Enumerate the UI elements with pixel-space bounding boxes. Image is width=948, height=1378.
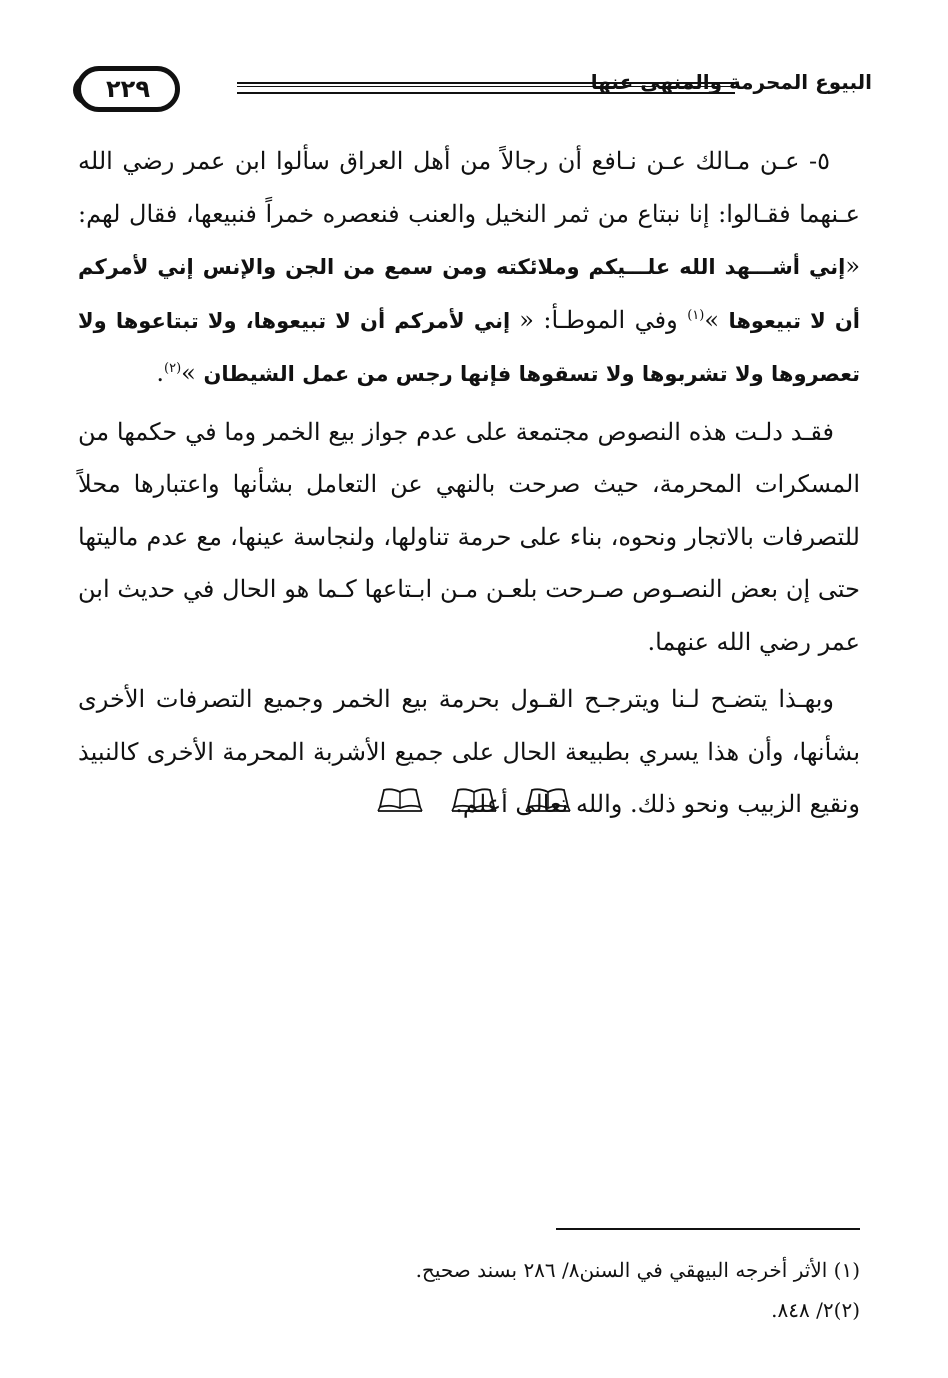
paragraph-hadith — [78, 135, 860, 401]
main-text — [78, 135, 860, 836]
page-number — [76, 66, 180, 112]
page-header — [72, 62, 872, 122]
hadith-quote-1: إني أشـــهد الله علـــيكم وملائكته ومن سمع من الجن والإنس إني لأمركم أن لا تبيعوها — [78, 255, 861, 333]
footnote-separator — [556, 1228, 860, 1230]
open-book-icon — [524, 787, 572, 813]
muwatta-intro: وفي الموطـأ: « — [519, 305, 688, 334]
hadith-intro: ٥- عـن مـالك عـن نـافع أن رجالاً من أهل العراق سألوا ابن عمر رضي الله عـنهما فقـالوا: إنا نبتاع من ثمر النخيل والعنب فنعصره خمراً فنبيعها، فقال لهم: « — [78, 147, 860, 280]
open-book-icon — [376, 787, 424, 813]
page-number-text: ٢٢٩ — [106, 75, 150, 103]
quote-close-2: » — [181, 359, 204, 387]
paragraph-end-period: . — [156, 359, 165, 387]
footnote-ref-2: (٢) — [164, 361, 182, 376]
quote-close-1: » — [704, 305, 729, 334]
running-title: البيوع المحرمة والمنهي عنها — [590, 70, 872, 94]
footnote-ref-1: (١) — [687, 307, 705, 323]
footnotes — [260, 1250, 860, 1330]
paragraph-evidence: فقـد دلـت هذه النصوص مجتمعة على عدم جواز بيع الخمر وما في حكمها من المسكرات المحرمة، حيث صرحت بالنهي عن التعامل بشأنها واعتبارها محلاً للتصرفات بالاتجار ونحوه، بناء على حرمة تناولها، ولنجاسة عينها، مع عدم ماليتها حتى إن بعض النصـوص صـرحت بلعـن مـن ابـتاعها كـما هو الحال في حديث ابن عمر رضي الله عنهما. — [78, 417, 860, 656]
paragraph-conclusion: وبهـذا يتضـح لـنا ويترجـح القـول بحرمة بيع الخمر وجميع التصرفات الأخرى بشأنها، وأن هذا يسري بطبيعة الحال على جميع الأشربة المحرمة الأخرى كالنبيذ ونقيع الزبيب ونحو ذلك. والله تعالى أعلم. — [78, 685, 860, 818]
section-ornaments — [0, 787, 948, 813]
open-book-icon — [450, 787, 498, 813]
footnote-1: (١) الأثر أخرجه البيهقي في السنن٨/ ٢٨٦ بسند صحيح. — [415, 1258, 860, 1282]
footnote-2: (٢)٢/ ٨٤٨. — [771, 1298, 860, 1322]
hadith-quote-2: إني لأمركم أن لا تبيعوها، ولا تبتاعوها ولا تعصروها ولا تشربوها ولا تسقوها فإنها رجس من عمل الشيطان — [78, 308, 860, 386]
